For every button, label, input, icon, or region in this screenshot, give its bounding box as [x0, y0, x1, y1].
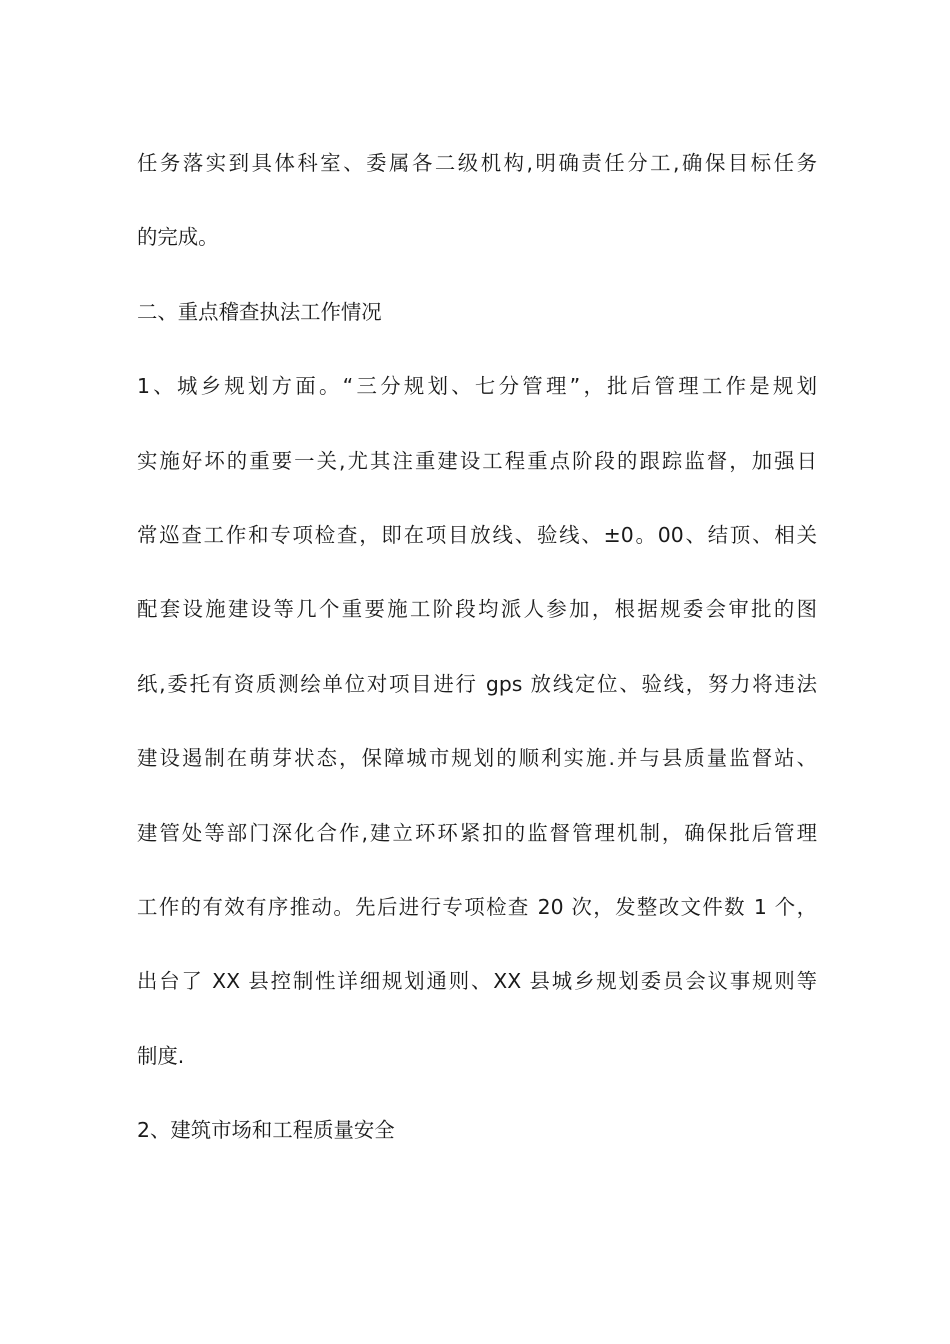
section-heading: 二、重点稽查执法工作情况: [137, 299, 382, 324]
paragraph-line: 的完成。: [137, 225, 219, 250]
paragraph-line: 配套设施建设等几个重要施工阶段均派人参加，根据规委会审批的图: [137, 597, 817, 622]
paragraph-line: 任务落实到具体科室、委属各二级机构,明确责任分工,确保目标任务: [137, 151, 817, 175]
paragraph-line: 实施好坏的重要一关,尤其注重建设工程重点阶段的跟踪监督，加强日: [137, 448, 817, 473]
paragraph-line: 制度.: [137, 1043, 185, 1068]
paragraph-line: 纸,委托有资质测绘单位对项目进行 gps 放线定位、验线，努力将违法: [137, 671, 817, 696]
paragraph-line: 常巡查工作和专项检查，即在项目放线、验线、±0。00、结顶、相关: [137, 522, 817, 547]
paragraph-line: 建管处等部门深化合作,建立环环紧扣的监督管理机制，确保批后管理: [137, 820, 817, 845]
paragraph-line: 1、城乡规划方面。“三分规划、七分管理”，批后管理工作是规划: [137, 374, 817, 399]
paragraph-line: 工作的有效有序推动。先后进行专项检查 20 次，发整改文件数 1 个，: [137, 894, 817, 919]
paragraph-line: 出台了 XX 县控制性详细规划通则、XX 县城乡规划委员会议事规则等: [137, 969, 817, 994]
section-heading: 2、建筑市场和工程质量安全: [137, 1118, 395, 1143]
document-body: [137, 141, 817, 1182]
paragraph-line: 建设遏制在萌芽状态，保障城市规划的顺利实施.并与县质量监督站、: [137, 746, 817, 771]
